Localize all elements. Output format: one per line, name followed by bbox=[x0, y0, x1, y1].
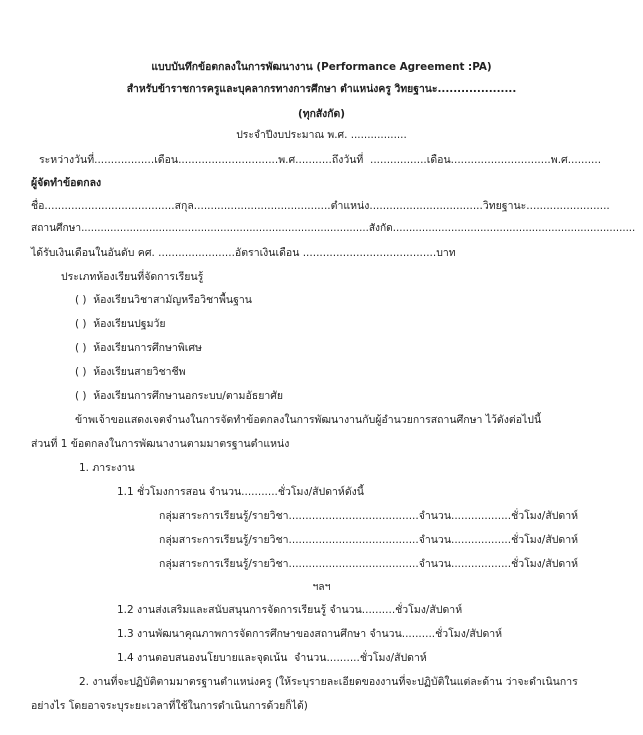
form-subtitle: สำหรับข้าราชการครูและบุคลากรทางการศึกษา ตำแหน่งครู วิทยฐานะ.................... bbox=[126, 83, 517, 95]
standard-work-text: 2. งานที่จะปฏิบัติตามมาตรฐานตำแหน่งครู (ให้ระบุรายละเอียดของงานที่จะปฏิบัติในแต่ละด้าน ว่าจะดำเนินการ bbox=[79, 676, 578, 688]
classroom-option: ( ) ห้องเรียนปฐมวัย bbox=[75, 318, 166, 330]
classroom-option: ( ) ห้องเรียนวิชาสามัญหรือวิชาพื้นฐาน bbox=[75, 294, 252, 306]
period-field: ระหว่างวันที่..................เดือน..............................พ.ศ...........ถึงวันที่ .................เดือน..............................พ.ศ.......... bbox=[39, 154, 602, 166]
subject-row: กลุ่มสาระการเรียนรู้/รายวิชา.......................................จำนวน..................ชั่วโมง/สัปดาห์ bbox=[159, 558, 579, 570]
school-field: สถานศึกษา.........................................................................................สังกัด........................................................................... bbox=[31, 223, 636, 234]
etc-mark: ฯลฯ bbox=[312, 581, 331, 593]
maker-heading: ผู้จัดทำข้อตกลง bbox=[31, 177, 102, 189]
part1-heading: ส่วนที่ 1 ข้อตกลงในการพัฒนางานตามมาตรฐานตำแหน่ง bbox=[31, 438, 290, 450]
form-title: แบบบันทึกข้อตกลงในการพัฒนางาน (Performance Agreement :PA) bbox=[151, 61, 492, 73]
teaching-hours-field: 1.1 ชั่วโมงการสอน จำนวน...........ชั่วโมง/สัปดาห์ดังนี้ bbox=[117, 486, 364, 498]
classroom-option: ( ) ห้องเรียนการศึกษานอกระบบ/ตามอัธยาศัย bbox=[75, 390, 284, 402]
name-field: ชื่อ.......................................สกุล.........................................ตำแหน่ง..................................วิทยฐานะ......................... bbox=[31, 200, 610, 212]
support-hours-field: 1.2 งานส่งเสริมและสนับสนุนการจัดการเรียนรู้ จำนวน..........ชั่วโมง/สัปดาห์ bbox=[117, 604, 463, 616]
intent-statement: ข้าพเจ้าขอแสดงเจตจำนงในการจัดทำข้อตกลงในการพัฒนางานกับผู้อำนวยการสถานศึกษา ไว้ดังต่อไปนี้ bbox=[75, 414, 542, 426]
classroom-option: ( ) ห้องเรียนสายวิชาชีพ bbox=[75, 366, 186, 378]
salary-field: ได้รับเงินเดือนในอันดับ คศ. .......................อัตราเงินเดือน ........................................บาท bbox=[31, 247, 456, 259]
quality-hours-field: 1.3 งานพัฒนาคุณภาพการจัดการศึกษาของสถานศึกษา จำนวน..........ชั่วโมง/สัปดาห์ bbox=[117, 628, 503, 640]
standard-work-text-cont: อย่างไร โดยอาจระบุระยะเวลาที่ใช้ในการดำเนินการด้วยก็ได้) bbox=[31, 700, 308, 712]
form-scope: (ทุกสังกัด) bbox=[297, 108, 346, 120]
subject-row: กลุ่มสาระการเรียนรู้/รายวิชา.......................................จำนวน..................ชั่วโมง/สัปดาห์ bbox=[159, 534, 579, 546]
subject-row: กลุ่มสาระการเรียนรู้/รายวิชา.......................................จำนวน..................ชั่วโมง/สัปดาห์ bbox=[159, 510, 579, 522]
classroom-heading: ประเภทห้องเรียนที่จัดการเรียนรู้ bbox=[61, 271, 204, 283]
workload-heading: 1. ภาระงาน bbox=[79, 462, 135, 474]
fiscal-year-field: ประจำปีงบประมาณ พ.ศ. ................. bbox=[236, 129, 407, 141]
classroom-option: ( ) ห้องเรียนการศึกษาพิเศษ bbox=[75, 342, 202, 354]
policy-hours-field: 1.4 งานตอบสนองนโยบายและจุดเน้น จำนวน..........ชั่วโมง/สัปดาห์ bbox=[117, 652, 427, 664]
